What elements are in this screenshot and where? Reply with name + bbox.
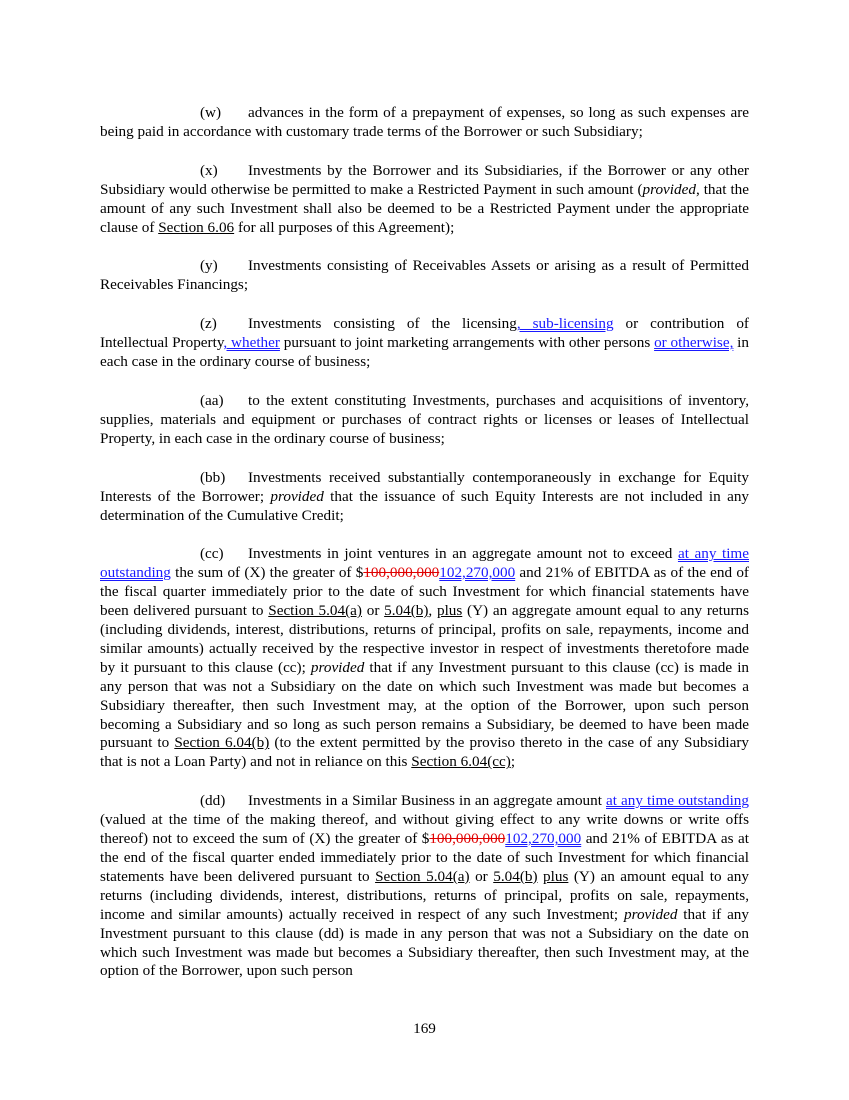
clause-w bbox=[100, 104, 749, 142]
clause-label: (x) bbox=[200, 161, 218, 179]
clause-aa bbox=[100, 392, 749, 449]
clause-text: or contribution of Intellectual Property bbox=[100, 315, 749, 352]
clause-text: Investments consisting of the licensing bbox=[248, 315, 517, 333]
section-reference: 5.04(b) bbox=[384, 602, 429, 620]
provided-term: provided bbox=[310, 658, 365, 676]
deleted-text: 100,000,000 bbox=[363, 564, 440, 582]
plus-term: plus bbox=[436, 602, 463, 620]
clause-z bbox=[100, 315, 749, 372]
clause-text: pursuant to joint marketing arrangements with other persons bbox=[279, 334, 655, 352]
inserted-text: at any time outstanding bbox=[606, 792, 749, 810]
document-page bbox=[100, 104, 749, 1001]
clause-dd bbox=[100, 792, 749, 981]
provided-term: provided bbox=[642, 180, 696, 198]
clause-text: or bbox=[361, 602, 385, 620]
clause-text: that if any Investment pursuant to this clause (cc) is made in any person that was not a Subsidiary on the date on which such Investment was made but becomes a Subsidiary thereafter, then such Investment may, at the option of the Borrower, upon such person becoming a Subsidiary and so long as such person remains a Subsidiary, be deemed to have been made pursuant to bbox=[100, 658, 750, 752]
clause-text: that if any Investment pursuant to this clause (dd) is made in any person that was not a Subsidiary on the date on which such Investment was made but becomes a Subsidiary thereafter, then such Investment may, at the option of the Borrower, upon such person bbox=[100, 905, 749, 980]
plus-term: plus bbox=[543, 867, 569, 885]
clause-text: (valued at the time of the making thereof, and without giving effect to any write downs or write offs thereof) not to exceed the sum of (X) the greater of $ bbox=[100, 811, 749, 848]
clause-text: and 21% of EBITDA as of the end of the fiscal quarter immediately prior to the date of such Investment for which financial statements have been delivered pursuant to bbox=[100, 564, 749, 620]
inserted-text: at any time outstanding bbox=[100, 545, 749, 582]
clause-text: that the issuance of such Equity Interests are not included in any determination of the Cumulative Credit; bbox=[100, 487, 750, 524]
clause-text: to the extent constituting Investments, purchases and acquisitions of inventory, supplies, materials and equipment or purchases of contract rights or licenses or leases of Intellectual Property, in each case in the ordinary course of business; bbox=[100, 391, 749, 447]
clause-label: (dd) bbox=[200, 792, 226, 810]
clause-label: (bb) bbox=[200, 468, 226, 486]
clause-bb bbox=[100, 469, 749, 526]
clause-text: or bbox=[469, 867, 494, 885]
clause-text: Investments in a Similar Business in an aggregate amount bbox=[248, 792, 607, 810]
page-number: 169 bbox=[413, 1020, 436, 1037]
clause-x bbox=[100, 162, 749, 238]
clause-label: (cc) bbox=[200, 545, 224, 563]
clause-cc bbox=[100, 545, 749, 772]
clause-label: (y) bbox=[200, 257, 218, 275]
clause-text: ; bbox=[510, 753, 516, 771]
clause-text: , that the amount of any such Investment shall also be deemed to be a Restricted Payment under the appropriate clause of bbox=[100, 180, 749, 236]
section-reference: Section 6.06 bbox=[158, 218, 235, 236]
inserted-text: , whether bbox=[223, 334, 280, 352]
section-reference: Section 6.04(cc) bbox=[411, 753, 511, 771]
clause-label: (w) bbox=[200, 104, 222, 121]
clause-label: (z) bbox=[200, 315, 217, 333]
clause-text: Investments in joint ventures in an aggregate amount not to exceed bbox=[248, 545, 678, 563]
deleted-text: 100,000,000 bbox=[429, 830, 506, 848]
provided-term: provided bbox=[270, 487, 324, 505]
clause-text: Investments received substantially contemporaneously in exchange for Equity Interests of the Borrower; bbox=[100, 468, 749, 505]
clause-text: Investments by the Borrower and its Subsidiaries, if the Borrower or any other Subsidiary would otherwise be permitted to make a Restricted Payment in such amount ( bbox=[100, 161, 749, 198]
clause-text: for all purposes of this Agreement); bbox=[234, 218, 455, 236]
clause-text: advances in the form of a prepayment of expenses, so long as such expenses are being paid in accordance with customary trade terms of the Borrower or such Subsidiary; bbox=[100, 104, 749, 140]
inserted-text: or otherwise, bbox=[654, 334, 734, 352]
section-reference: Section 6.04(b) bbox=[174, 734, 270, 752]
section-reference: Section 5.04(a) bbox=[375, 867, 470, 885]
inserted-text: 102,270,000 bbox=[439, 564, 516, 582]
clause-text: Investments consisting of Receivables Assets or arising as a result of Permitted Receivables Financings; bbox=[100, 257, 749, 294]
clause-text: (to the extent permitted by the proviso thereto in the case of any Subsidiary that is not a Loan Party) and not in reliance on this bbox=[100, 734, 749, 771]
inserted-text: 102,270,000 bbox=[505, 830, 582, 848]
clause-text: (Y) an aggregate amount equal to any returns (including dividends, interest, distributions, returns of principal, profits on sale, repayments, income and similar amounts) actually received by the respective investor in respect of investments theretofore made by it pursuant to this clause (cc); bbox=[100, 602, 750, 676]
provided-term: provided bbox=[624, 905, 678, 923]
clause-label: (aa) bbox=[200, 391, 224, 409]
section-reference: Section 5.04(a) bbox=[268, 602, 362, 620]
clause-text: in each case in the ordinary course of business; bbox=[100, 334, 749, 371]
section-reference: 5.04(b) bbox=[493, 867, 538, 885]
clause-text: , bbox=[428, 602, 437, 620]
clause-text: (Y) an amount equal to any returns (including dividends, interest, distributions, returns of principal, profits on sale, repayments, income and similar amounts) actually received in respect of any such Investment; bbox=[100, 867, 749, 923]
clause-y bbox=[100, 257, 749, 295]
clause-text: and 21% of EBITDA as at the end of the fiscal quarter ended immediately prior to the date of such Investment for which financial statements have been delivered pursuant to bbox=[100, 830, 749, 885]
inserted-text: , sub-licensing bbox=[516, 315, 614, 333]
clause-text: the sum of (X) the greater of $ bbox=[170, 564, 364, 582]
